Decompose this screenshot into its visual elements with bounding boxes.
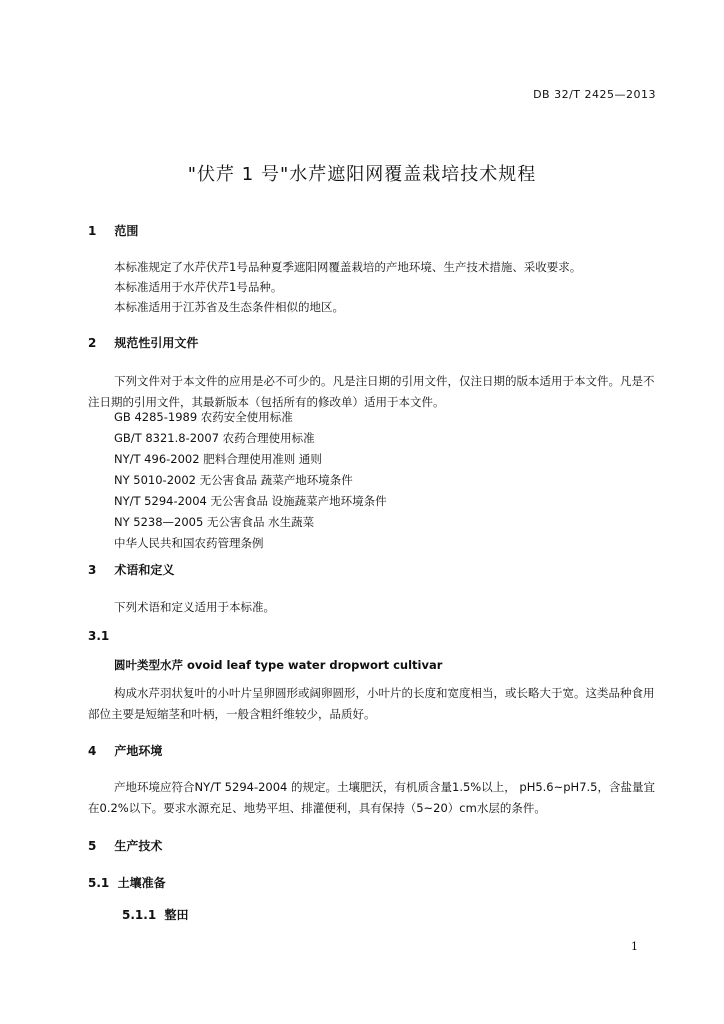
reference-item: 中华人民共和国农药管理条例 xyxy=(114,536,264,550)
reference-item: GB 4285-1989 农药安全使用标准 xyxy=(114,410,293,424)
section-title: 术语和定义 xyxy=(114,563,175,577)
section-number: 2 xyxy=(88,336,97,350)
standard-code: DB 32/T 2425—2013 xyxy=(533,88,656,101)
references-intro: 下列文件对于本文件的应用是必不可少的。凡是注日期的引用文件，仅注日期的版本适用于本文件。凡是不注日期的引用文件，其最新版本（包括所有的修改单）适用于本文件。 xyxy=(88,374,655,409)
reference-item: NY/T 496-2002 肥料合理使用准则 通则 xyxy=(114,452,322,466)
section-1-heading xyxy=(88,222,138,239)
section-title: 规范性引用文件 xyxy=(114,336,199,350)
section-number: 4 xyxy=(88,744,97,758)
section-number: 3 xyxy=(88,563,97,577)
section-4-heading xyxy=(88,742,162,759)
reference-item: NY 5238—2005 无公害食品 水生蔬菜 xyxy=(114,515,315,529)
scope-line-3: 本标准适用于江苏省及生态条件相似的地区。 xyxy=(114,300,344,314)
section-2-heading xyxy=(88,334,198,351)
subsection-5-1-heading xyxy=(88,874,166,891)
terms-intro: 下列术语和定义适用于本标准。 xyxy=(114,600,275,614)
environment-text: 产地环境应符合NY/T 5294-2004 的规定。土壤肥沃，有机质含量1.5%以上， pH5.6~pH7.5，含盐量宜在0.2%以下。要求水源充足、地势平坦、排灌便利，具有保持（5~20）cm水层的条件。 xyxy=(88,780,655,815)
term-definition: 构成水芹羽状复叶的小叶片呈卵圆形或阔卵圆形，小叶片的长度和宽度相当，或长略大于宽。这类品种食用部位主要是短缩茎和叶柄，一般含粗纤维较少，品质好。 xyxy=(88,686,655,721)
scope-line-2: 本标准适用于水芹伏芹1号品种。 xyxy=(114,280,283,294)
section-number: 5 xyxy=(88,839,97,853)
section-3-heading xyxy=(88,561,174,578)
term-name: 圆叶类型水芹 ovoid leaf type water dropwort cultivar xyxy=(114,658,443,672)
scope-line-1: 本标准规定了水芹伏芹1号品种夏季遮阳网覆盖栽培的产地环境、生产技术措施、采收要求。 xyxy=(114,260,582,274)
subsection-3-1-number: 3.1 xyxy=(88,629,110,643)
reference-item: GB/T 8321.8-2007 农药合理使用标准 xyxy=(114,431,315,445)
subsection-number: 5.1 xyxy=(88,876,110,890)
section-title: 范围 xyxy=(114,224,139,238)
section-title: 产地环境 xyxy=(114,744,163,758)
section-5-heading xyxy=(88,837,162,854)
section-number: 1 xyxy=(88,224,97,238)
section-title: 生产技术 xyxy=(114,839,163,853)
page-number: 1 xyxy=(631,940,638,953)
subsection-title: 土壤准备 xyxy=(117,876,166,890)
reference-item: NY/T 5294-2004 无公害食品 设施蔬菜产地环境条件 xyxy=(114,494,387,508)
document-title: "伏芹 1 号"水芹遮阳网覆盖栽培技术规程 xyxy=(187,164,537,185)
subsection-number: 5.1.1 xyxy=(122,908,157,922)
subsection-title: 整田 xyxy=(164,908,189,922)
reference-item: NY 5010-2002 无公害食品 蔬菜产地环境条件 xyxy=(114,473,353,487)
subsection-5-1-1-heading xyxy=(122,906,189,923)
